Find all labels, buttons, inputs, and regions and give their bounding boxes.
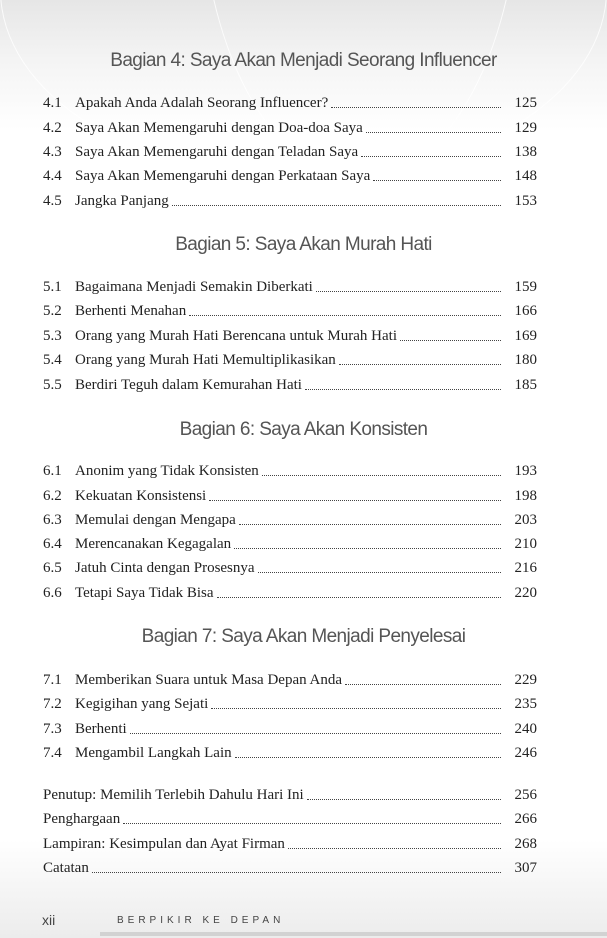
- entry-title: Berhenti Menahan: [75, 303, 187, 319]
- entry-title: Berdiri Teguh dalam Kemurahan Hati: [75, 377, 302, 393]
- entry-title: Tetapi Saya Tidak Bisa: [75, 585, 214, 601]
- entry-page: 193: [514, 463, 537, 479]
- toc-entry[interactable]: [43, 857, 537, 879]
- entry-page: 138: [514, 144, 537, 160]
- toc-entry[interactable]: [43, 92, 537, 114]
- toc-entry[interactable]: [43, 374, 537, 396]
- toc-entry[interactable]: [43, 117, 537, 139]
- leader-dots: [130, 732, 501, 734]
- entry-page: 216: [514, 560, 537, 576]
- entry-number: 5.4: [43, 352, 62, 368]
- entry-title: Jangka Panjang: [75, 193, 169, 209]
- footer-rule: [100, 932, 607, 936]
- leader-dots: [373, 179, 501, 181]
- entry-title: Lampiran: Kesimpulan dan Ayat Firman: [43, 836, 285, 852]
- entry-number: 6.3: [43, 512, 62, 528]
- entry-page: 180: [514, 352, 537, 368]
- entry-title: Merencanakan Kegagalan: [75, 536, 232, 552]
- entry-page: 266: [514, 811, 537, 827]
- entry-number: 5.2: [43, 303, 62, 319]
- entry-number: 7.2: [43, 696, 62, 712]
- toc-entry[interactable]: [43, 808, 537, 830]
- entry-title: Penutup: Memilih Terlebih Dahulu Hari Ini: [43, 787, 304, 803]
- entry-page: 220: [514, 585, 537, 601]
- toc-entry[interactable]: [43, 582, 537, 604]
- entry-number: 5.1: [43, 279, 62, 295]
- entry-number: 6.2: [43, 488, 62, 504]
- entry-title: Catatan: [43, 860, 89, 876]
- toc-entry[interactable]: [43, 557, 537, 579]
- leader-dots: [366, 131, 501, 133]
- running-title: BERPIKIR KE DEPAN: [117, 915, 285, 926]
- toc-entry[interactable]: [43, 693, 537, 715]
- toc-entry[interactable]: [43, 533, 537, 555]
- section-heading: Bagian 5: Saya Akan Murah Hati: [175, 234, 432, 255]
- leader-dots: [316, 290, 501, 292]
- entry-title: Orang yang Murah Hati Memultiplikasikan: [75, 352, 336, 368]
- toc-entry[interactable]: [43, 349, 537, 371]
- entry-title: Saya Akan Memengaruhi dengan Doa-doa Saya: [75, 120, 363, 136]
- entry-page: 169: [514, 328, 537, 344]
- entry-number: 4.2: [43, 120, 62, 136]
- leader-dots: [123, 822, 501, 824]
- entry-title: Saya Akan Memengaruhi dengan Teladan Saya: [75, 144, 359, 160]
- entry-page: 203: [514, 512, 537, 528]
- entry-title: Apakah Anda Adalah Seorang Influencer?: [75, 95, 329, 111]
- entry-number: 6.4: [43, 536, 62, 552]
- leader-dots: [235, 756, 501, 758]
- section-heading: Bagian 7: Saya Akan Menjadi Penyelesai: [141, 626, 466, 647]
- entry-title: Berhenti: [75, 721, 127, 737]
- entry-number: 7.3: [43, 721, 62, 737]
- entry-title: Memulai dengan Mengapa: [75, 512, 236, 528]
- leader-dots: [339, 363, 501, 365]
- entry-page: 210: [514, 536, 537, 552]
- leader-dots: [307, 798, 501, 800]
- entry-title: Jatuh Cinta dengan Prosesnya: [75, 560, 255, 576]
- toc-entry[interactable]: [43, 718, 537, 740]
- leader-dots: [92, 871, 501, 873]
- entry-number: 5.5: [43, 377, 62, 393]
- leader-dots: [234, 547, 501, 549]
- entry-number: 6.1: [43, 463, 62, 479]
- entry-number: 5.3: [43, 328, 62, 344]
- entry-title: Orang yang Murah Hati Berencana untuk Murah Hati: [75, 328, 397, 344]
- entry-page: 125: [514, 95, 537, 111]
- entry-page: 240: [514, 721, 537, 737]
- entry-page: 185: [514, 377, 537, 393]
- toc-entry[interactable]: [43, 784, 537, 806]
- entry-page: 148: [514, 168, 537, 184]
- entry-page: 198: [514, 488, 537, 504]
- leader-dots: [345, 683, 501, 685]
- toc-entry[interactable]: [43, 833, 537, 855]
- leader-dots: [172, 204, 501, 206]
- toc-entry[interactable]: [43, 141, 537, 163]
- entry-page: 268: [514, 836, 537, 852]
- toc-entry[interactable]: [43, 485, 537, 507]
- leader-dots: [262, 474, 501, 476]
- entry-title: Penghargaan: [43, 811, 121, 827]
- toc-entry[interactable]: [43, 276, 537, 298]
- leader-dots: [211, 707, 501, 709]
- leader-dots: [361, 155, 501, 157]
- toc-entry[interactable]: [43, 300, 537, 322]
- entry-page: 159: [514, 279, 537, 295]
- entry-page: 166: [514, 303, 537, 319]
- leader-dots: [209, 499, 501, 501]
- toc-entry[interactable]: [43, 190, 537, 212]
- entry-title: Kekuatan Konsistensi: [75, 488, 207, 504]
- entry-number: 6.6: [43, 585, 62, 601]
- entry-page: 129: [514, 120, 537, 136]
- entry-title: Anonim yang Tidak Konsisten: [75, 463, 259, 479]
- entry-title: Mengambil Langkah Lain: [75, 745, 232, 761]
- leader-dots: [288, 847, 501, 849]
- toc-entry[interactable]: [43, 325, 537, 347]
- toc-entry[interactable]: [43, 509, 537, 531]
- entry-page: 229: [514, 672, 537, 688]
- page-footer: [0, 908, 607, 938]
- entry-title: Saya Akan Memengaruhi dengan Perkataan Saya: [75, 168, 371, 184]
- leader-dots: [305, 388, 501, 390]
- toc-entry[interactable]: [43, 165, 537, 187]
- toc-entry[interactable]: [43, 460, 537, 482]
- entry-number: 4.1: [43, 95, 62, 111]
- entry-page: 246: [514, 745, 537, 761]
- leader-dots: [239, 523, 501, 525]
- entry-number: 7.1: [43, 672, 62, 688]
- entry-title: Memberikan Suara untuk Masa Depan Anda: [75, 672, 343, 688]
- entry-title: Bagaimana Menjadi Semakin Diberkati: [75, 279, 313, 295]
- section-heading: Bagian 6: Saya Akan Konsisten: [179, 419, 428, 440]
- entry-page: 307: [514, 860, 537, 876]
- leader-dots: [400, 339, 501, 341]
- entry-title: Kegigihan yang Sejati: [75, 696, 209, 712]
- page-number: xii: [42, 912, 56, 928]
- entry-number: 4.4: [43, 168, 62, 184]
- section-heading: Bagian 4: Saya Akan Menjadi Seorang Influencer: [110, 50, 497, 71]
- toc-entry[interactable]: [43, 669, 537, 691]
- leader-dots: [258, 571, 501, 573]
- entry-number: 4.5: [43, 193, 62, 209]
- leader-dots: [331, 106, 501, 108]
- toc-entry[interactable]: [43, 742, 537, 764]
- entry-page: 153: [514, 193, 537, 209]
- leader-dots: [189, 314, 501, 316]
- entry-number: 6.5: [43, 560, 62, 576]
- entry-page: 256: [514, 787, 537, 803]
- entry-page: 235: [514, 696, 537, 712]
- entry-number: 4.3: [43, 144, 62, 160]
- leader-dots: [217, 596, 501, 598]
- entry-number: 7.4: [43, 745, 62, 761]
